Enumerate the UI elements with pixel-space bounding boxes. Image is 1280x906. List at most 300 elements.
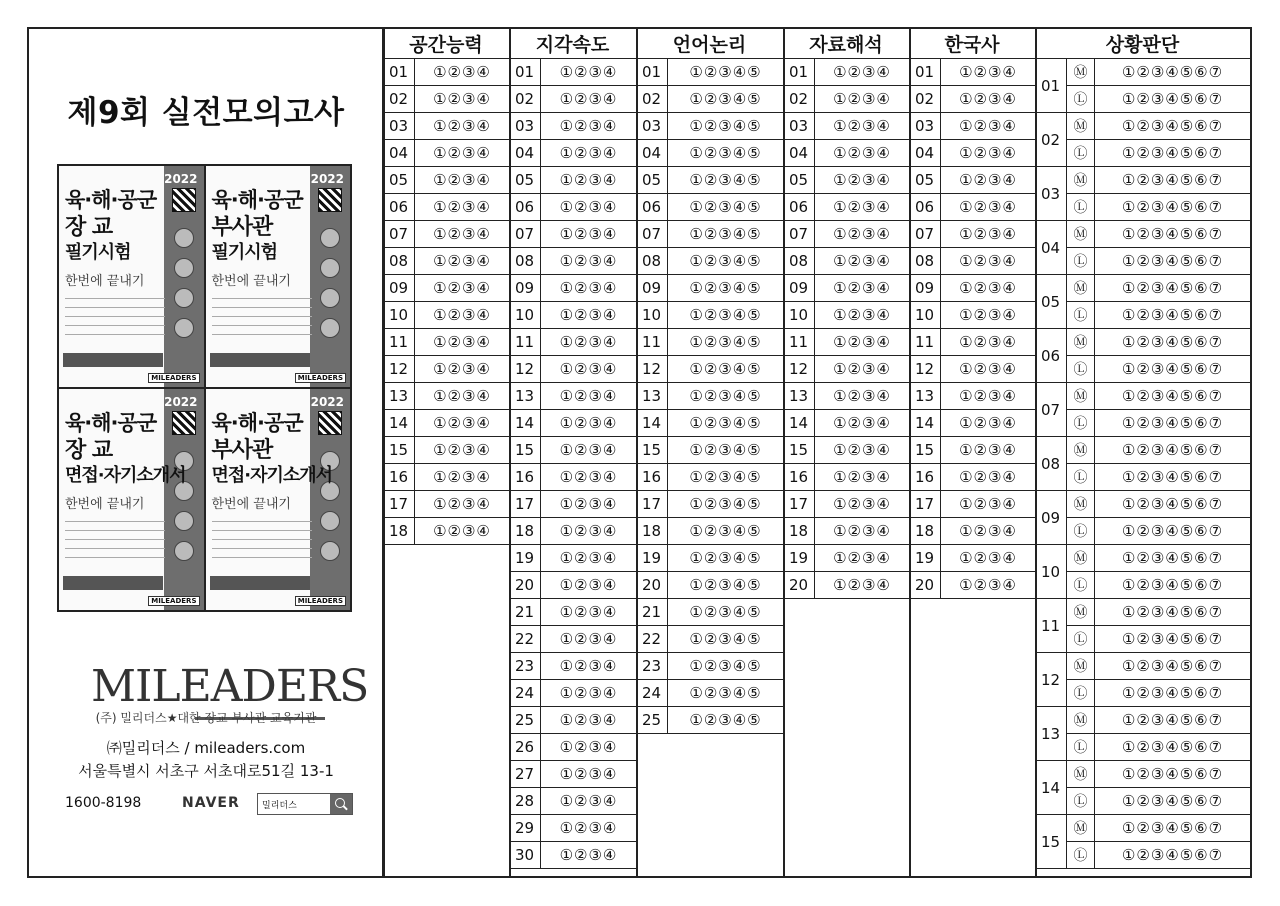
answer-options: ①②③④ [415, 275, 509, 302]
cover-line3: 필기시험 [65, 242, 131, 263]
answer-options: ①②③④ [541, 140, 636, 167]
answer-options: ①②③④ [941, 59, 1035, 86]
question-number: 22 [509, 626, 541, 653]
question-number: 20 [783, 572, 815, 599]
answer-grid [29, 29, 1250, 876]
answer-options: ①②③④⑤ [668, 140, 783, 167]
answer-options: ①②③④ [541, 356, 636, 383]
question-number: 07 [509, 221, 541, 248]
most-label: Ⓜ [1067, 221, 1095, 248]
least-label: Ⓛ [1067, 626, 1095, 653]
answer-options: ①②③④ [541, 329, 636, 356]
question-number: 10 [636, 302, 668, 329]
question-number: 20 [636, 572, 668, 599]
answer-options: ①②③④ [815, 545, 909, 572]
answer-options: ①②③④⑤ [668, 383, 783, 410]
most-label: Ⓜ [1067, 491, 1095, 518]
question-number: 24 [636, 680, 668, 707]
question-number: 15 [909, 437, 941, 464]
situational-number: 06 [1035, 329, 1067, 383]
answer-options: ①②③④ [541, 545, 636, 572]
answer-options: ①②③④⑤ [668, 707, 783, 734]
question-number: 12 [383, 356, 415, 383]
most-label: Ⓜ [1067, 113, 1095, 140]
situational-number: 11 [1035, 599, 1067, 653]
answer-options: ①②③④ [415, 491, 509, 518]
cover-brand: MILEADERS [295, 596, 346, 606]
company-website: ㈜밀리더스 / mileaders.com [106, 739, 306, 757]
answer-options: ①②③④⑤⑥⑦ [1095, 842, 1250, 869]
answer-options: ①②③④ [941, 383, 1035, 410]
answer-options: ①②③④ [415, 113, 509, 140]
situational-number: 05 [1035, 275, 1067, 329]
question-number: 15 [636, 437, 668, 464]
situational-number: 08 [1035, 437, 1067, 491]
answer-options: ①②③④⑤⑥⑦ [1095, 383, 1250, 410]
question-number: 07 [783, 221, 815, 248]
answer-options: ①②③④⑤⑥⑦ [1095, 653, 1250, 680]
question-number: 11 [636, 329, 668, 356]
question-number: 13 [783, 383, 815, 410]
question-number: 24 [509, 680, 541, 707]
answer-options: ①②③④⑤⑥⑦ [1095, 437, 1250, 464]
answer-options: ①②③④ [415, 383, 509, 410]
answer-options: ①②③④⑤⑥⑦ [1095, 59, 1250, 86]
question-number: 18 [636, 518, 668, 545]
cover-line3: 필기시험 [211, 242, 278, 263]
answer-options: ①②③④⑤ [668, 599, 783, 626]
section-title: 언어논리 [636, 29, 783, 59]
answer-options: ①②③④⑤ [668, 572, 783, 599]
question-number: 19 [783, 545, 815, 572]
cover-line2: 장 교 [65, 215, 113, 240]
question-number: 01 [509, 59, 541, 86]
question-number: 16 [783, 464, 815, 491]
question-number: 11 [383, 329, 415, 356]
cover-year: 2022 [310, 395, 344, 409]
answer-options: ①②③④ [541, 815, 636, 842]
question-number: 23 [509, 653, 541, 680]
answer-options: ①②③④⑤⑥⑦ [1095, 788, 1250, 815]
answer-options: ①②③④⑤⑥⑦ [1095, 599, 1250, 626]
question-number: 13 [383, 383, 415, 410]
answer-options: ①②③④⑤⑥⑦ [1095, 545, 1250, 572]
answer-options: ①②③④ [415, 410, 509, 437]
answer-options: ①②③④ [815, 140, 909, 167]
answer-options: ①②③④ [815, 410, 909, 437]
question-number: 06 [383, 194, 415, 221]
answer-options: ①②③④ [415, 437, 509, 464]
situational-number: 14 [1035, 761, 1067, 815]
cover-year: 2022 [164, 172, 198, 186]
cover-line2: 부사관 [211, 215, 273, 240]
answer-options: ①②③④⑤ [668, 329, 783, 356]
cover-brand: MILEADERS [148, 373, 199, 383]
answer-options: ①②③④⑤⑥⑦ [1095, 707, 1250, 734]
question-number: 26 [509, 734, 541, 761]
question-number: 17 [509, 491, 541, 518]
cover-year: 2022 [164, 395, 198, 409]
situational-number: 10 [1035, 545, 1067, 599]
answer-options: ①②③④⑤ [668, 221, 783, 248]
most-label: Ⓜ [1067, 437, 1095, 464]
most-label: Ⓜ [1067, 329, 1095, 356]
answer-options: ①②③④⑤ [668, 86, 783, 113]
question-number: 05 [509, 167, 541, 194]
answer-options: ①②③④⑤⑥⑦ [1095, 140, 1250, 167]
answer-options: ①②③④ [541, 707, 636, 734]
answer-options: ①②③④ [941, 275, 1035, 302]
answer-options: ①②③④⑤ [668, 680, 783, 707]
question-number: 05 [909, 167, 941, 194]
question-number: 05 [636, 167, 668, 194]
answer-options: ①②③④⑤ [668, 248, 783, 275]
answer-options: ①②③④ [815, 464, 909, 491]
least-label: Ⓛ [1067, 788, 1095, 815]
answer-options: ①②③④ [541, 437, 636, 464]
question-number: 22 [636, 626, 668, 653]
answer-options: ①②③④ [815, 572, 909, 599]
situational-number: 02 [1035, 113, 1067, 167]
most-label: Ⓜ [1067, 167, 1095, 194]
question-number: 18 [383, 518, 415, 545]
answer-options: ①②③④⑤⑥⑦ [1095, 518, 1250, 545]
cover-line4: 한번에 끝내기 [65, 497, 145, 512]
question-number: 10 [909, 302, 941, 329]
most-label: Ⓜ [1067, 707, 1095, 734]
question-number: 13 [509, 383, 541, 410]
least-label: Ⓛ [1067, 572, 1095, 599]
answer-options: ①②③④ [941, 302, 1035, 329]
least-label: Ⓛ [1067, 86, 1095, 113]
cover-year: 2022 [310, 172, 344, 186]
least-label: Ⓛ [1067, 464, 1095, 491]
question-number: 07 [909, 221, 941, 248]
question-number: 01 [636, 59, 668, 86]
answer-options: ①②③④⑤ [668, 59, 783, 86]
question-number: 30 [509, 842, 541, 869]
cover-line3: 면접·자기소개서 [65, 465, 186, 486]
question-number: 06 [509, 194, 541, 221]
answer-options: ①②③④⑤⑥⑦ [1095, 221, 1250, 248]
question-number: 20 [509, 572, 541, 599]
answer-options: ①②③④ [941, 545, 1035, 572]
most-label: Ⓜ [1067, 545, 1095, 572]
question-number: 15 [783, 437, 815, 464]
question-number: 17 [783, 491, 815, 518]
answer-options: ①②③④ [541, 248, 636, 275]
answer-options: ①②③④ [541, 788, 636, 815]
question-number: 12 [783, 356, 815, 383]
question-number: 04 [383, 140, 415, 167]
question-number: 01 [909, 59, 941, 86]
answer-options: ①②③④ [941, 113, 1035, 140]
answer-options: ①②③④ [541, 761, 636, 788]
answer-options: ①②③④⑤⑥⑦ [1095, 86, 1250, 113]
answer-options: ①②③④⑤⑥⑦ [1095, 626, 1250, 653]
answer-options: ①②③④ [815, 356, 909, 383]
question-number: 08 [636, 248, 668, 275]
question-number: 04 [509, 140, 541, 167]
answer-options: ①②③④ [815, 302, 909, 329]
answer-options: ①②③④ [941, 248, 1035, 275]
answer-options: ①②③④ [815, 59, 909, 86]
answer-options: ①②③④ [815, 248, 909, 275]
answer-options: ①②③④ [815, 437, 909, 464]
answer-options: ①②③④ [941, 86, 1035, 113]
question-number: 04 [909, 140, 941, 167]
answer-options: ①②③④⑤⑥⑦ [1095, 194, 1250, 221]
question-number: 02 [909, 86, 941, 113]
answer-options: ①②③④ [415, 329, 509, 356]
answer-options: ①②③④ [941, 140, 1035, 167]
answer-options: ①②③④ [415, 140, 509, 167]
situational-number: 04 [1035, 221, 1067, 275]
cover-line4: 한번에 끝내기 [65, 274, 145, 289]
answer-options: ①②③④ [941, 410, 1035, 437]
logo-caption: (주) 밀리더스★대한 장교 부사관 교육기관 [95, 711, 317, 725]
question-number: 14 [509, 410, 541, 437]
question-number: 09 [636, 275, 668, 302]
cover-line4: 한번에 끝내기 [211, 497, 291, 512]
question-number: 12 [909, 356, 941, 383]
answer-options: ①②③④ [941, 572, 1035, 599]
question-number: 21 [509, 599, 541, 626]
least-label: Ⓛ [1067, 680, 1095, 707]
question-number: 17 [636, 491, 668, 518]
answer-options: ①②③④ [541, 599, 636, 626]
answer-options: ①②③④ [415, 221, 509, 248]
question-number: 15 [509, 437, 541, 464]
answer-options: ①②③④⑤⑥⑦ [1095, 815, 1250, 842]
answer-options: ①②③④⑤ [668, 464, 783, 491]
answer-options: ①②③④⑤ [668, 356, 783, 383]
most-label: Ⓜ [1067, 275, 1095, 302]
section-title: 한국사 [909, 29, 1035, 59]
answer-options: ①②③④⑤⑥⑦ [1095, 167, 1250, 194]
question-number: 04 [636, 140, 668, 167]
cover-line1: 육·해·공군 [65, 188, 157, 212]
question-number: 17 [383, 491, 415, 518]
question-number: 14 [383, 410, 415, 437]
answer-options: ①②③④ [815, 383, 909, 410]
question-number: 25 [509, 707, 541, 734]
question-number: 01 [383, 59, 415, 86]
question-number: 02 [783, 86, 815, 113]
least-label: Ⓛ [1067, 518, 1095, 545]
logo-text: MILEADERS [91, 661, 369, 712]
answer-options: ①②③④⑤⑥⑦ [1095, 329, 1250, 356]
situational-number: 09 [1035, 491, 1067, 545]
answer-options: ①②③④ [541, 86, 636, 113]
question-number: 03 [783, 113, 815, 140]
answer-options: ①②③④ [941, 518, 1035, 545]
question-number: 09 [383, 275, 415, 302]
situational-number: 01 [1035, 59, 1067, 113]
answer-sheet [27, 27, 1252, 878]
question-number: 08 [783, 248, 815, 275]
answer-options: ①②③④ [815, 329, 909, 356]
question-number: 19 [909, 545, 941, 572]
answer-options: ①②③④⑤⑥⑦ [1095, 302, 1250, 329]
question-number: 14 [909, 410, 941, 437]
question-number: 08 [509, 248, 541, 275]
company-address: 서울특별시 서초구 서초대로51길 13-1 [78, 762, 334, 780]
section-title: 지각속도 [509, 29, 636, 59]
question-number: 18 [783, 518, 815, 545]
answer-options: ①②③④ [815, 491, 909, 518]
answer-options: ①②③④ [815, 221, 909, 248]
answer-options: ①②③④ [541, 680, 636, 707]
least-label: Ⓛ [1067, 410, 1095, 437]
question-number: 12 [636, 356, 668, 383]
question-number: 23 [636, 653, 668, 680]
most-label: Ⓜ [1067, 761, 1095, 788]
question-number: 08 [909, 248, 941, 275]
situational-number: 13 [1035, 707, 1067, 761]
least-label: Ⓛ [1067, 734, 1095, 761]
most-label: Ⓜ [1067, 383, 1095, 410]
question-number: 27 [509, 761, 541, 788]
answer-options: ①②③④⑤ [668, 518, 783, 545]
answer-options: ①②③④ [541, 383, 636, 410]
answer-options: ①②③④⑤⑥⑦ [1095, 248, 1250, 275]
cover-line1: 육·해·공군 [211, 188, 303, 212]
search-query: 밀리더스 [262, 801, 297, 811]
answer-options: ①②③④⑤ [668, 113, 783, 140]
cover-line2: 부사관 [211, 438, 273, 463]
answer-options: ①②③④⑤ [668, 437, 783, 464]
question-number: 17 [909, 491, 941, 518]
answer-options: ①②③④ [941, 167, 1035, 194]
answer-options: ①②③④ [815, 518, 909, 545]
cover-line1: 육·해·공군 [211, 411, 303, 435]
answer-options: ①②③④ [541, 167, 636, 194]
answer-options: ①②③④ [541, 275, 636, 302]
question-number: 11 [509, 329, 541, 356]
question-number: 09 [509, 275, 541, 302]
answer-options: ①②③④ [941, 221, 1035, 248]
least-label: Ⓛ [1067, 248, 1095, 275]
naver-logo: NAVER [182, 795, 240, 811]
answer-options: ①②③④ [541, 59, 636, 86]
answer-options: ①②③④ [941, 329, 1035, 356]
answer-options: ①②③④⑤ [668, 626, 783, 653]
question-number: 03 [509, 113, 541, 140]
question-number: 19 [636, 545, 668, 572]
question-number: 07 [383, 221, 415, 248]
answer-options: ①②③④ [415, 167, 509, 194]
section-title: 자료해석 [783, 29, 909, 59]
least-label: Ⓛ [1067, 842, 1095, 869]
answer-options: ①②③④⑤⑥⑦ [1095, 410, 1250, 437]
answer-options: ①②③④ [541, 302, 636, 329]
question-number: 03 [383, 113, 415, 140]
cover-line1: 육·해·공군 [65, 411, 157, 435]
question-number: 04 [783, 140, 815, 167]
most-label: Ⓜ [1067, 599, 1095, 626]
question-number: 16 [636, 464, 668, 491]
question-number: 12 [509, 356, 541, 383]
question-number: 02 [636, 86, 668, 113]
section-title: 상황판단 [1035, 29, 1250, 59]
answer-options: ①②③④ [541, 194, 636, 221]
situational-number: 03 [1035, 167, 1067, 221]
question-number: 13 [909, 383, 941, 410]
answer-options: ①②③④⑤ [668, 545, 783, 572]
answer-options: ①②③④⑤⑥⑦ [1095, 113, 1250, 140]
least-label: Ⓛ [1067, 356, 1095, 383]
question-number: 01 [783, 59, 815, 86]
answer-options: ①②③④ [541, 113, 636, 140]
answer-options: ①②③④ [541, 842, 636, 869]
question-number: 16 [509, 464, 541, 491]
answer-options: ①②③④ [541, 626, 636, 653]
answer-options: ①②③④⑤⑥⑦ [1095, 464, 1250, 491]
question-number: 15 [383, 437, 415, 464]
question-number: 02 [383, 86, 415, 113]
question-number: 03 [636, 113, 668, 140]
question-number: 28 [509, 788, 541, 815]
answer-options: ①②③④ [541, 572, 636, 599]
answer-options: ①②③④ [815, 275, 909, 302]
least-label: Ⓛ [1067, 140, 1095, 167]
question-number: 11 [783, 329, 815, 356]
cover-line3: 면접·자기소개서 [211, 465, 333, 486]
question-number: 19 [509, 545, 541, 572]
situational-number: 12 [1035, 653, 1067, 707]
answer-options: ①②③④ [815, 113, 909, 140]
page-title: 제9회 실전모의고사 [67, 95, 345, 131]
least-label: Ⓛ [1067, 302, 1095, 329]
question-number: 07 [636, 221, 668, 248]
answer-options: ①②③④⑤⑥⑦ [1095, 572, 1250, 599]
question-number: 13 [636, 383, 668, 410]
question-number: 06 [909, 194, 941, 221]
answer-options: ①②③④ [541, 491, 636, 518]
answer-options: ①②③④⑤⑥⑦ [1095, 734, 1250, 761]
question-number: 25 [636, 707, 668, 734]
question-number: 10 [783, 302, 815, 329]
answer-options: ①②③④ [541, 518, 636, 545]
answer-options: ①②③④ [541, 734, 636, 761]
question-number: 10 [509, 302, 541, 329]
question-number: 14 [783, 410, 815, 437]
question-number: 10 [383, 302, 415, 329]
answer-options: ①②③④⑤⑥⑦ [1095, 491, 1250, 518]
answer-options: ①②③④ [941, 464, 1035, 491]
least-label: Ⓛ [1067, 194, 1095, 221]
cover-line2: 장 교 [65, 438, 113, 463]
answer-options: ①②③④⑤⑥⑦ [1095, 356, 1250, 383]
answer-options: ①②③④ [815, 86, 909, 113]
answer-options: ①②③④ [415, 59, 509, 86]
answer-options: ①②③④ [415, 194, 509, 221]
question-number: 21 [636, 599, 668, 626]
question-number: 06 [783, 194, 815, 221]
question-number: 18 [509, 518, 541, 545]
question-number: 29 [509, 815, 541, 842]
answer-options: ①②③④⑤ [668, 302, 783, 329]
answer-options: ①②③④ [415, 464, 509, 491]
answer-options: ①②③④ [941, 437, 1035, 464]
question-number: 09 [783, 275, 815, 302]
question-number: 05 [383, 167, 415, 194]
answer-options: ①②③④ [415, 356, 509, 383]
question-number: 20 [909, 572, 941, 599]
answer-options: ①②③④ [815, 167, 909, 194]
situational-number: 07 [1035, 383, 1067, 437]
